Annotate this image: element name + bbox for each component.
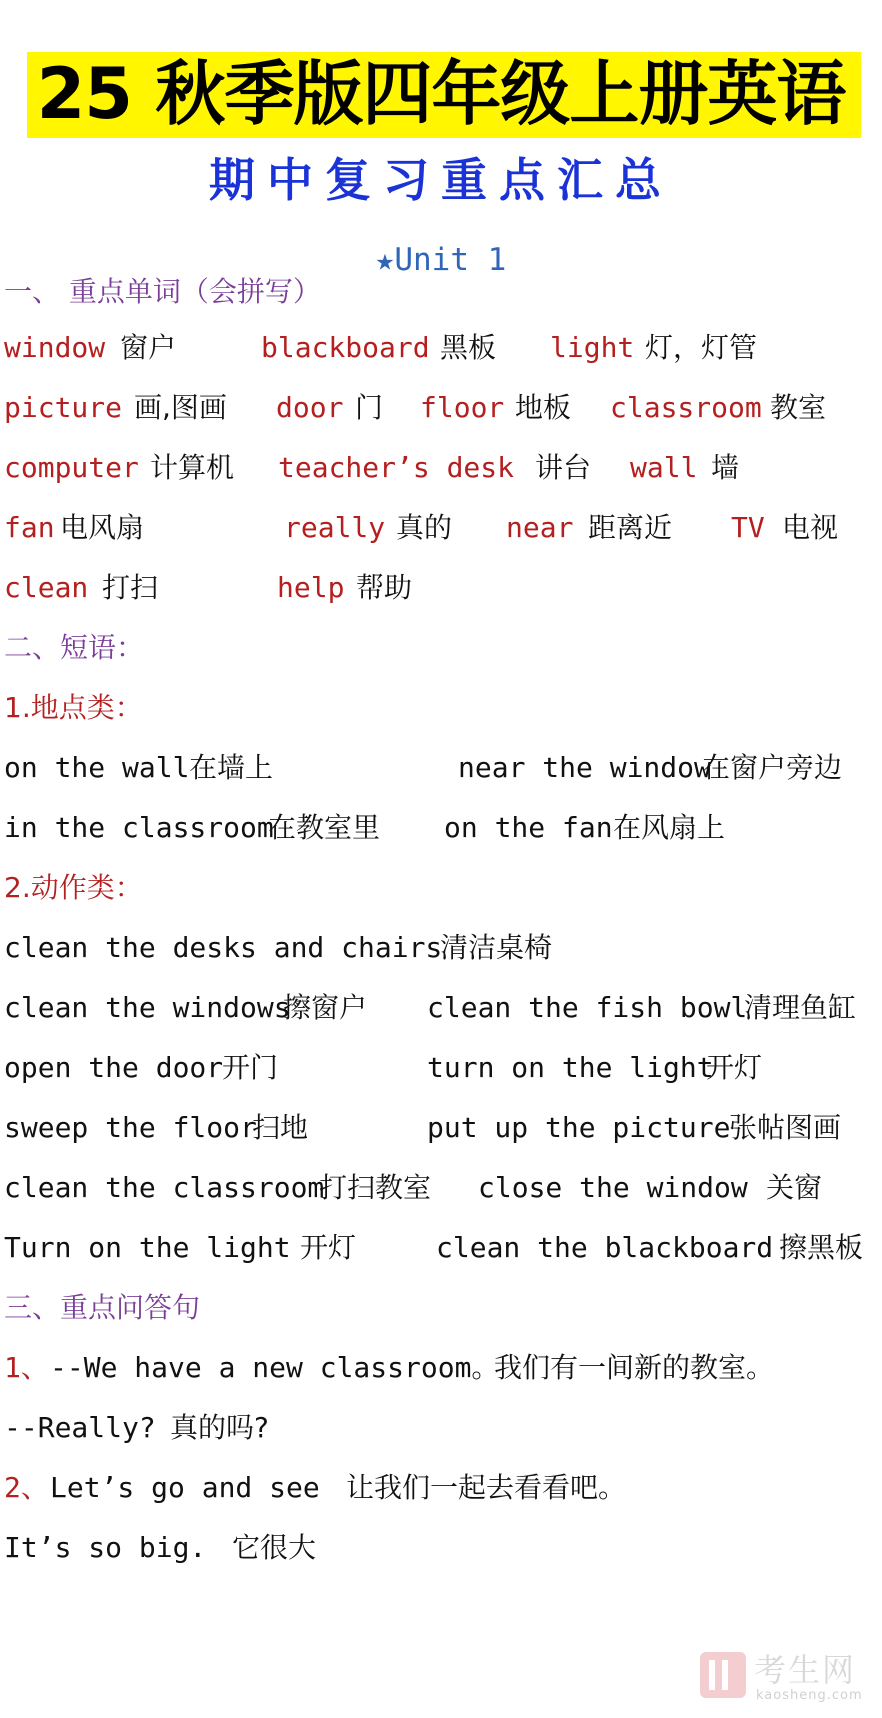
- vocab-en: classroom: [610, 391, 762, 424]
- phrase-cn: 在风扇上: [613, 811, 726, 844]
- watermark-brand: 考生网: [754, 1651, 857, 1689]
- phrase-cn: 擦窗户: [283, 991, 368, 1024]
- phrase-cn: 扫地: [252, 1111, 309, 1144]
- page-subtitle: 期中复习重点汇总: [209, 153, 673, 207]
- phrase-cn: 在教室里: [268, 811, 381, 844]
- phrase-en: close the window: [478, 1171, 748, 1204]
- vocab-cn: 电风扇: [60, 511, 145, 544]
- vocab-en: light: [550, 331, 635, 364]
- vocab-cn: 灯，灯管: [645, 331, 758, 364]
- vocab-cn: 打扫: [102, 571, 159, 604]
- phrase-cn: 擦黑板: [779, 1231, 864, 1264]
- phrase-en: clean the desks and chairs: [4, 931, 443, 964]
- phrase-cn: 开灯: [706, 1051, 763, 1084]
- qa-en: Let’s go and see: [50, 1471, 320, 1504]
- phrase-en: put up the picture: [427, 1111, 731, 1144]
- vocab-cn: 电视: [782, 511, 839, 544]
- phrase-en: clean the fish bowl: [427, 991, 748, 1024]
- phrase-cn: 开灯: [300, 1231, 357, 1264]
- vocab-en: fan: [4, 511, 55, 544]
- phrase-cn: 清洁桌椅: [440, 931, 553, 964]
- vocab-cn: 教室: [770, 391, 827, 424]
- phrase-cn: 关窗: [766, 1171, 823, 1204]
- phrase-en: clean the classroom: [4, 1171, 325, 1204]
- phrase-cn: 在墙上: [189, 751, 274, 784]
- vocab-cn: 帮助: [356, 571, 413, 604]
- qa-en: --Really?: [4, 1411, 156, 1444]
- qa-en: It’s so big.: [4, 1531, 207, 1564]
- phrase-en: sweep the floor: [4, 1111, 257, 1144]
- vocab-en: near: [506, 511, 574, 544]
- phrase-en: open the door: [4, 1051, 224, 1084]
- vocab-en: picture: [4, 391, 123, 424]
- unit-label: ★Unit 1: [375, 242, 507, 278]
- phrase-en: near the window: [458, 751, 711, 784]
- vocab-cn: 画,图画: [134, 391, 227, 424]
- phrase-cn: 打扫教室: [319, 1171, 432, 1204]
- vocab-en: blackboard: [261, 331, 430, 364]
- vocab-cn: 窗户: [120, 331, 177, 364]
- phrase-en: on the fan: [444, 811, 613, 844]
- vocab-en: floor: [420, 391, 505, 424]
- vocab-en: teacher’s desk: [278, 451, 515, 484]
- vocab-en: wall: [630, 451, 698, 484]
- vocab-cn: 距离近: [588, 511, 673, 544]
- vocab-cn: 地板: [515, 391, 572, 424]
- qa-cn: 让我们一起去看看吧。: [346, 1471, 627, 1504]
- qa-cn: 它很大: [232, 1531, 317, 1564]
- vocab-en: clean: [4, 571, 89, 604]
- vocab-cn: 计算机: [150, 451, 235, 484]
- phrase-en: clean the blackboard: [436, 1231, 774, 1264]
- phrase-cn: 张帖图画: [729, 1111, 842, 1144]
- vocab-cn: 讲台: [535, 451, 592, 484]
- phrase-en: in the classroom: [4, 811, 274, 844]
- qa-en: --We have a new classroom。: [50, 1351, 500, 1384]
- watermark: [700, 1650, 870, 1710]
- vocab-en: computer: [4, 451, 139, 484]
- phrase-en: on the wall: [4, 751, 190, 784]
- phrase-cn: 清理鱼缸: [744, 991, 857, 1024]
- phrase-en: clean the windows: [4, 991, 291, 1024]
- page-title: 25 秋季版四年级上册英语: [36, 53, 846, 135]
- vocab-cn: 墙: [711, 451, 740, 484]
- vocab-en: door: [276, 391, 344, 424]
- vocab-cn: 门: [355, 391, 384, 424]
- vocab-en: TV: [731, 511, 765, 544]
- phrase-en: Turn on the light: [4, 1231, 291, 1264]
- phrase-cn: 开门: [222, 1051, 279, 1084]
- vocab-cn: 黑板: [440, 331, 497, 364]
- watermark-domain: kaosheng.com: [756, 1688, 863, 1703]
- vocab-en: really: [284, 511, 386, 544]
- phrase-cn: 在窗户旁边: [702, 751, 843, 784]
- vocab-cn: 真的: [396, 511, 453, 544]
- vocab-en: window: [4, 331, 106, 364]
- vocab-en: help: [277, 571, 345, 604]
- qa-cn: 我们有一间新的教室。: [494, 1351, 775, 1384]
- watermark-logo-icon: [700, 1652, 746, 1698]
- qa-number: 2、: [4, 1471, 49, 1504]
- phrase-en: turn on the light: [427, 1051, 714, 1084]
- qa-cn: 真的吗?: [170, 1411, 269, 1444]
- qa-number: 1、: [4, 1351, 49, 1384]
